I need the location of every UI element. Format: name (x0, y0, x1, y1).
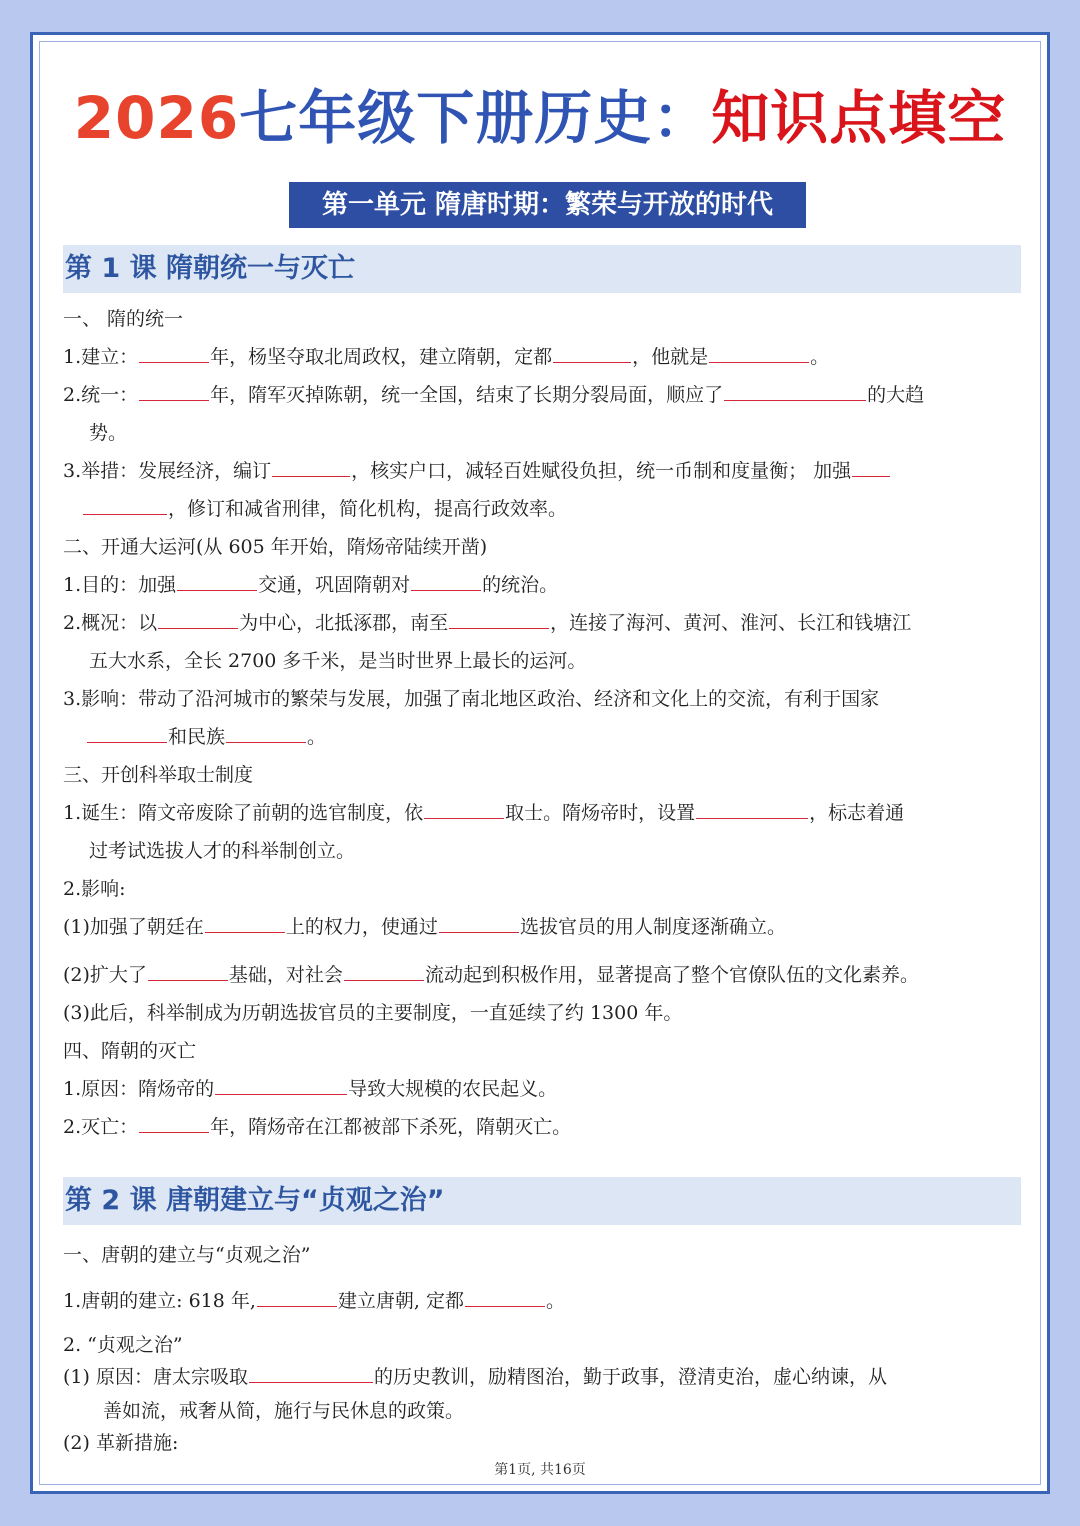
fill-blank[interactable] (226, 724, 306, 743)
text: 2.概况：以 (63, 612, 158, 634)
title-topic: 知识点填空 (711, 84, 1007, 152)
fill-blank[interactable] (449, 610, 549, 629)
unit-banner: 第一单元 隋唐时期：繁荣与开放的时代 (289, 182, 806, 228)
text: 和民族 (168, 726, 226, 748)
fill-blank[interactable] (205, 914, 285, 933)
fill-blank[interactable] (158, 610, 238, 629)
fill-line (63, 799, 1023, 827)
text: 基础，对社会 (228, 964, 343, 986)
fill-line (63, 913, 1023, 941)
text: 。 (307, 726, 327, 748)
text: 取士。隋炀帝时，设置 (505, 802, 696, 824)
fill-blank[interactable] (709, 344, 809, 363)
fill-blank[interactable] (83, 496, 167, 515)
text: 选拔官员的用人制度逐渐确立。 (519, 916, 786, 938)
text: 1.原因：隋炀帝的 (63, 1078, 215, 1100)
text: 年，隋军灭掉陈朝，统一全国，结束了长期分裂局面，顺应了 (210, 384, 724, 406)
text: 上的权力，使通过 (285, 916, 438, 938)
text: 3.影响：带动了沿河城市的繁荣与发展，加强了南北地区政治、经济和文化上的交流，有利于国家 (63, 688, 880, 710)
text: 建立唐朝, 定都 (337, 1290, 465, 1312)
text: 流动起到积极作用，显著提高了整个官僚队伍的文化素养。 (424, 964, 919, 986)
text: 1.建立： (63, 346, 139, 368)
fill-blank[interactable] (215, 1076, 347, 1095)
text: 2.统一： (63, 384, 139, 406)
text: (2)扩大了 (63, 964, 147, 986)
text: 3.举措：发展经济，编订 (63, 460, 272, 482)
text: 的统治。 (482, 574, 559, 596)
text-line: 2.影响: (63, 878, 126, 900)
text: 2.灭亡： (63, 1116, 139, 1138)
text-line: 2. “贞观之治” (63, 1334, 183, 1356)
fill-blank[interactable] (439, 914, 519, 933)
lesson-2-heading: 第 2 课 唐朝建立与“贞观之治” (63, 1177, 1021, 1225)
text: ，连接了海河、黄河、淮河、长江和钱塘江 (550, 612, 912, 634)
text-line: 过考试选拔人才的科举制创立。 (89, 840, 356, 862)
fill-line (63, 723, 1023, 751)
title-subject: 七年级下册历史： (239, 84, 712, 152)
text: ，他就是 (632, 346, 709, 368)
text: ，核实户口，减轻百姓赋役负担，统一币制和度量衡； 加强 (351, 460, 852, 482)
text: 1.唐朝的建立: 618 年, (63, 1290, 256, 1312)
section-heading: 三、开创科举取士制度 (63, 764, 254, 786)
text-line: (2) 革新措施: (63, 1432, 179, 1454)
section-heading: 四、隋朝的灭亡 (63, 1040, 197, 1062)
fill-blank[interactable] (724, 382, 866, 401)
fill-blank[interactable] (177, 572, 257, 591)
text: (1) 原因：唐太宗吸取 (63, 1366, 248, 1388)
title-year: 2026 (73, 84, 240, 152)
text: 为中心，北抵涿郡，南至 (239, 612, 449, 634)
text-line: 势。 (89, 422, 128, 444)
text: ，标志着通 (809, 802, 905, 824)
fill-blank[interactable] (139, 344, 209, 363)
text: 年，杨坚夺取北周政权，建立隋朝，定都 (210, 346, 553, 368)
section-heading: 二、开通大运河(从 605 年开始，隋炀帝陆续开凿) (63, 536, 488, 558)
text: (1)加强了朝廷在 (63, 916, 204, 938)
fill-blank[interactable] (257, 1288, 337, 1307)
fill-blank[interactable] (424, 800, 504, 819)
fill-line (63, 609, 1023, 637)
fill-blank[interactable] (272, 458, 350, 477)
text: 导致大规模的农民起义。 (348, 1078, 558, 1100)
text-line: 善如流，戒奢从简，施行与民休息的政策。 (103, 1400, 465, 1422)
fill-line (63, 571, 1023, 599)
text: ，修订和减省刑律，简化机构，提高行政效率。 (168, 498, 568, 520)
section-heading: 一、 隋的统一 (63, 308, 184, 330)
text: 年，隋炀帝在江都被部下杀死，隋朝灭亡。 (210, 1116, 572, 1138)
fill-line (63, 1363, 1023, 1391)
page-title (33, 83, 1047, 153)
worksheet-page (30, 32, 1050, 1494)
fill-blank[interactable] (139, 382, 209, 401)
fill-line (63, 1113, 1023, 1141)
fill-blank[interactable] (411, 572, 481, 591)
text: 的大趋 (867, 384, 925, 406)
fill-blank[interactable] (139, 1114, 209, 1133)
fill-line (63, 1287, 1023, 1315)
fill-blank[interactable] (249, 1364, 373, 1383)
text: 。 (810, 346, 830, 368)
page-footer: 第1页, 共16页 (494, 1462, 586, 1478)
text: 。 (546, 1290, 566, 1312)
fill-line (63, 961, 1023, 989)
fill-line (63, 1075, 1023, 1103)
text: 1.诞生：隋文帝废除了前朝的选官制度，依 (63, 802, 424, 824)
fill-line (63, 343, 1023, 371)
fill-line (63, 685, 1023, 713)
fill-blank[interactable] (553, 344, 631, 363)
fill-blank[interactable] (696, 800, 808, 819)
text: 交通，巩固隋朝对 (258, 574, 411, 596)
fill-line (63, 381, 1023, 409)
lesson-1-heading: 第 1 课 隋朝统一与灭亡 (63, 245, 1021, 293)
fill-blank[interactable] (852, 458, 890, 477)
fill-blank[interactable] (148, 962, 228, 981)
fill-blank[interactable] (465, 1288, 545, 1307)
fill-blank[interactable] (344, 962, 424, 981)
text-line: (3)此后，科举制成为历朝选拔官员的主要制度，一直延续了约 1300 年。 (63, 1002, 683, 1024)
fill-line (63, 457, 1023, 485)
fill-blank[interactable] (87, 724, 167, 743)
section-heading: 一、唐朝的建立与“贞观之治” (63, 1244, 311, 1266)
text-line: 五大水系，全长 2700 多千米，是当时世界上最长的运河。 (89, 650, 587, 672)
fill-line (63, 495, 1023, 523)
text: 的历史教训，励精图治，勤于政事，澄清吏治，虚心纳谏，从 (373, 1366, 887, 1388)
text: 1.目的：加强 (63, 574, 177, 596)
